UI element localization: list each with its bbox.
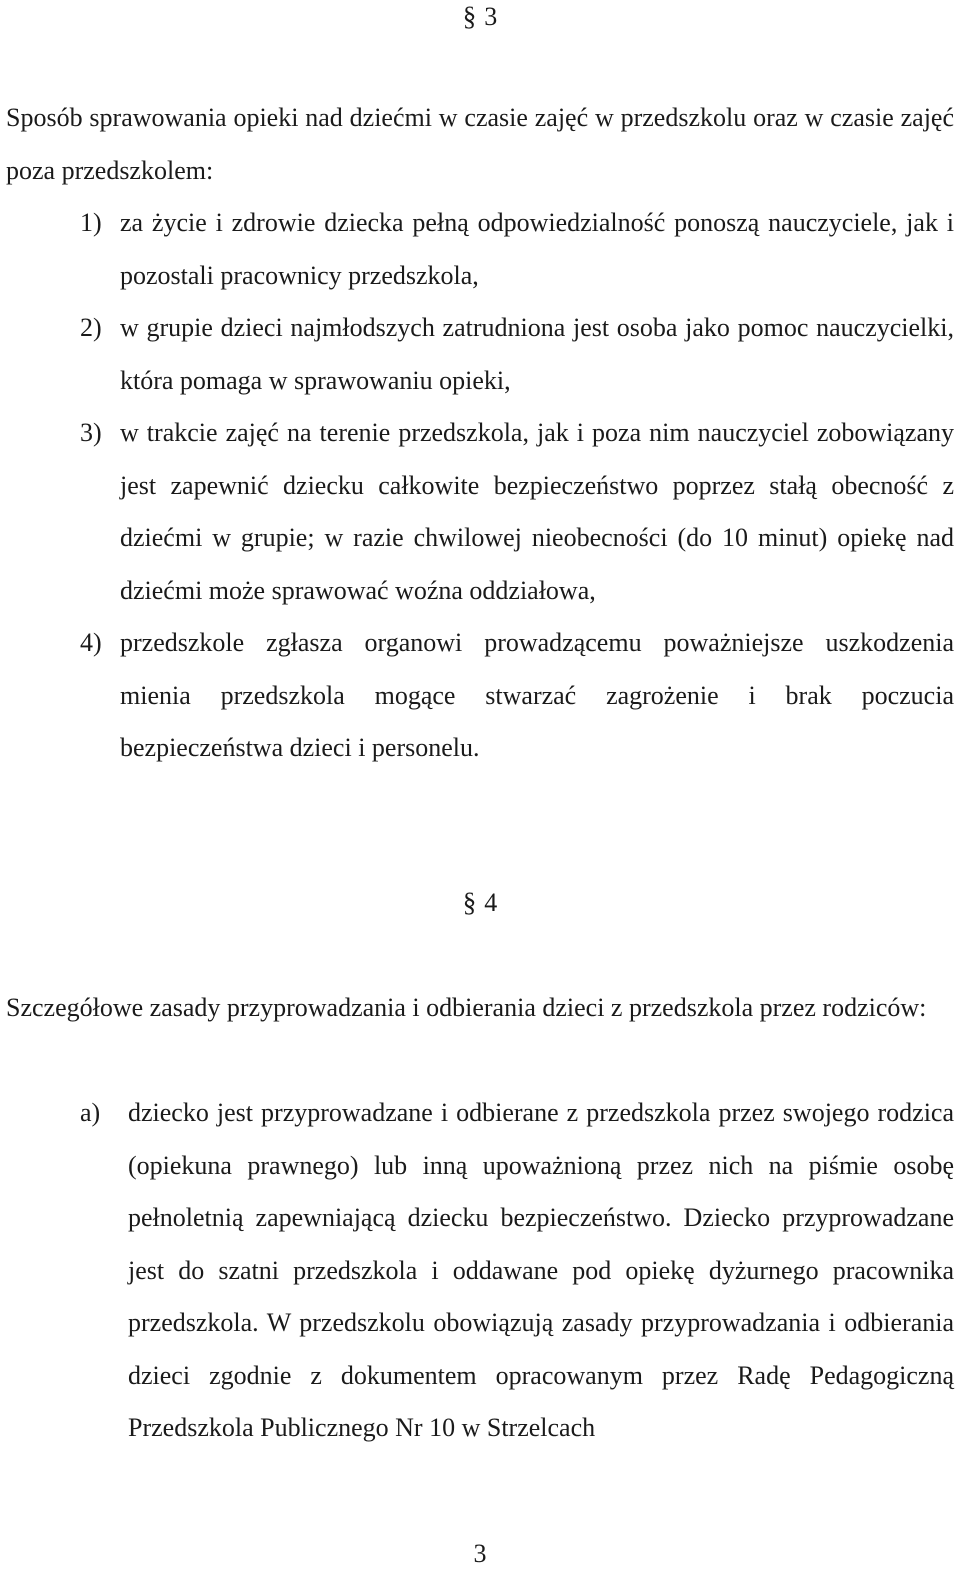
list-item-text: w trakcie zajęć na terenie przedszkola, jak i poza nim nauczyciel zobowiązany jest zapewnić dziecku całkowite bezpieczeństwo poprzez stałą obecność z dziećmi w grupie; w razie chwilowej nieobecności (do 10 minut) opiekę nad dziećmi może sprawować woźna oddziałowa,	[120, 418, 954, 605]
section-4-list	[80, 1087, 954, 1455]
list-item	[80, 1087, 954, 1455]
section-4-heading	[0, 886, 960, 919]
list-marker: 1)	[80, 208, 102, 237]
list-item	[80, 407, 954, 617]
list-marker: 4)	[80, 628, 102, 657]
section-4-intro: Szczegółowe zasady przyprowadzania i odbierania dzieci z przedszkola przez rodziców:	[6, 993, 927, 1022]
section-symbol: §	[462, 887, 477, 917]
section-3-intro: Sposób sprawowania opieki nad dziećmi w czasie zajęć w przedszkolu oraz w czasie zajęć poza przedszkolem:	[6, 103, 954, 185]
list-marker: 3)	[80, 418, 102, 447]
list-item	[80, 617, 954, 775]
page-number: 3	[473, 1539, 487, 1568]
section-number: 3	[484, 2, 498, 31]
list-item-text: przedszkole zgłasza organowi prowadzącemu poważniejsze uszkodzenia mienia przedszkola mogące stwarzać zagrożenie i brak poczucia bezpieczeństwa dzieci i personelu.	[120, 628, 954, 762]
section-3-heading	[0, 0, 960, 33]
section-3-list	[80, 197, 954, 775]
list-item	[80, 197, 954, 302]
list-marker: 2)	[80, 313, 102, 342]
list-marker: a)	[80, 1098, 101, 1127]
list-item-text: za życie i zdrowie dziecka pełną odpowiedzialność ponoszą nauczyciele, jak i pozostali pracownicy przedszkola,	[120, 208, 954, 290]
list-item	[80, 302, 954, 407]
list-item-text: dziecko jest przyprowadzane i odbierane z przedszkola przez swojego rodzica (opiekuna prawnego) lub inną upoważnioną przez nich na piśmie osobę pełnoletnią zapewniającą dziecku bezpieczeństwo. Dziecko przyprowadzane jest do szatni przedszkola i oddawane pod opiekę dyżurnego pracownika przedszkola. W przedszkolu obowiązują zasady przyprowadzania i odbierania dzieci zgodnie z dokumentem opracowanym przez Radę Pedagogiczną Przedszkola Publicznego Nr 10 w Strzelcach	[128, 1098, 954, 1442]
section-number: 4	[484, 888, 498, 917]
section-symbol: §	[462, 1, 477, 31]
list-item-text: w grupie dzieci najmłodszych zatrudniona jest osoba jako pomoc nauczycielki, która pomaga w sprawowaniu opieki,	[120, 313, 954, 395]
